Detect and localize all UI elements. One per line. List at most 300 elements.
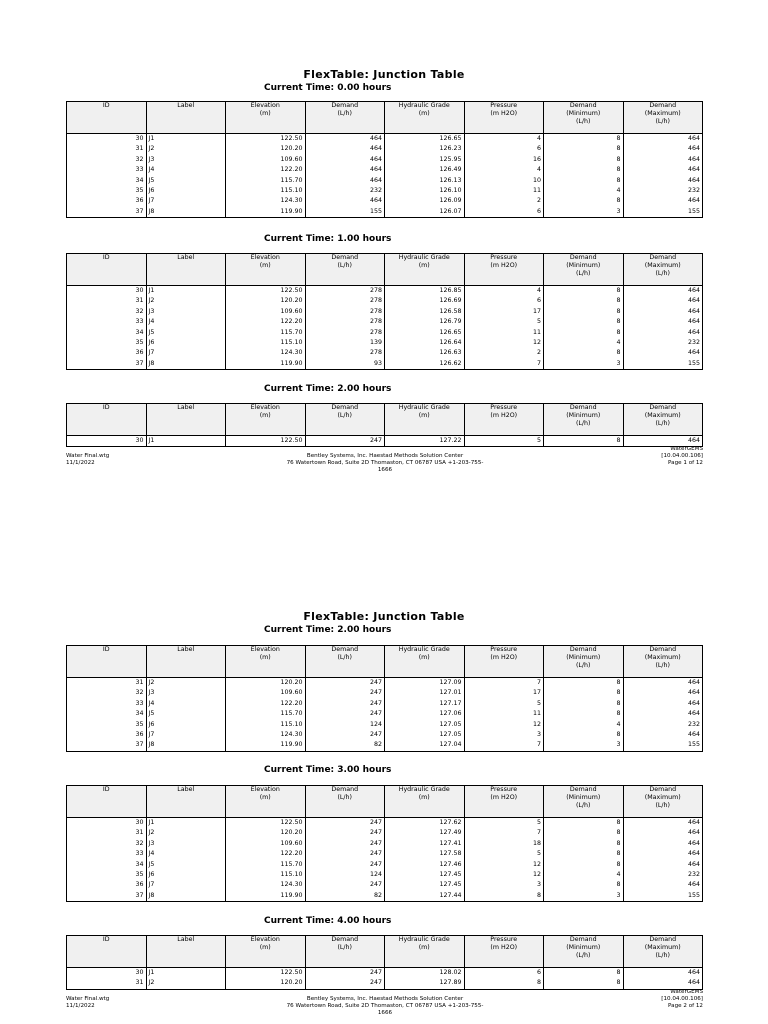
table-row [67, 286, 703, 297]
cell-demand-max: 155 [623, 740, 703, 751]
column-header-demand-max: Demand (Maximum) (L/h) [623, 254, 703, 286]
junction-table [66, 785, 703, 902]
cell-demand-min: 8 [544, 296, 624, 306]
cell-pressure: 11 [464, 328, 544, 338]
time-label: Current Time: 1.00 hours [264, 234, 392, 244]
table-row [67, 134, 703, 145]
cell-id: 31 [67, 144, 147, 154]
cell-elevation: 122.50 [226, 286, 306, 297]
cell-demand: 464 [305, 176, 385, 186]
table-row [67, 839, 703, 849]
cell-demand-min: 8 [544, 436, 624, 447]
cell-demand-min: 4 [544, 720, 624, 730]
column-header-demand-max: Demand (Maximum) (L/h) [623, 102, 703, 134]
cell-elevation: 122.20 [226, 849, 306, 859]
cell-id: 30 [67, 968, 147, 979]
table-row [67, 880, 703, 890]
cell-pressure: 7 [464, 740, 544, 751]
column-header-elevation: Elevation (m) [226, 786, 306, 818]
table-row [67, 338, 703, 348]
cell-demand-max: 464 [623, 828, 703, 838]
cell-label: J5 [146, 176, 226, 186]
cell-elevation: 119.90 [226, 740, 306, 751]
cell-id: 36 [67, 348, 147, 358]
cell-pressure: 4 [464, 286, 544, 297]
table-row [67, 870, 703, 880]
cell-demand-min: 3 [544, 740, 624, 751]
cell-label: J3 [146, 839, 226, 849]
cell-hydraulic-grade: 127.04 [385, 740, 465, 751]
cell-id: 30 [67, 134, 147, 145]
cell-demand-max: 464 [623, 699, 703, 709]
junction-table [66, 253, 703, 370]
cell-pressure: 11 [464, 709, 544, 719]
cell-demand-min: 8 [544, 968, 624, 979]
time-label: Current Time: 3.00 hours [264, 765, 392, 775]
cell-id: 31 [67, 678, 147, 689]
table-row [67, 860, 703, 870]
cell-hydraulic-grade: 127.45 [385, 870, 465, 880]
cell-id: 30 [67, 436, 147, 447]
cell-elevation: 115.10 [226, 338, 306, 348]
cell-demand: 93 [305, 359, 385, 370]
cell-label: J1 [146, 818, 226, 829]
column-header-elevation: Elevation (m) [226, 102, 306, 134]
cell-label: J7 [146, 880, 226, 890]
cell-pressure: 8 [464, 978, 544, 989]
cell-pressure: 17 [464, 688, 544, 698]
column-header-hydraulic-grade: Hydraulic Grade (m) [385, 254, 465, 286]
cell-label: J4 [146, 849, 226, 859]
cell-demand: 464 [305, 165, 385, 175]
cell-demand-min: 8 [544, 317, 624, 327]
table-row [67, 978, 703, 989]
cell-elevation: 122.20 [226, 317, 306, 327]
cell-demand-max: 464 [623, 286, 703, 297]
cell-demand-max: 464 [623, 296, 703, 306]
cell-demand: 278 [305, 296, 385, 306]
table-row [67, 186, 703, 196]
cell-demand: 464 [305, 144, 385, 154]
column-header-hydraulic-grade: Hydraulic Grade (m) [385, 404, 465, 436]
table-row [67, 818, 703, 829]
table-row [67, 155, 703, 165]
table-row [67, 720, 703, 730]
cell-demand-max: 464 [623, 818, 703, 829]
cell-pressure: 6 [464, 144, 544, 154]
cell-elevation: 120.20 [226, 678, 306, 689]
cell-id: 32 [67, 839, 147, 849]
cell-demand-max: 232 [623, 870, 703, 880]
cell-demand: 82 [305, 891, 385, 902]
column-header-elevation: Elevation (m) [226, 646, 306, 678]
table-row [67, 359, 703, 370]
cell-demand: 82 [305, 740, 385, 751]
cell-hydraulic-grade: 127.05 [385, 720, 465, 730]
table-row [67, 296, 703, 306]
table-header-row [67, 254, 703, 286]
cell-demand-min: 8 [544, 196, 624, 206]
cell-label: J1 [146, 968, 226, 979]
column-header-hydraulic-grade: Hydraulic Grade (m) [385, 102, 465, 134]
cell-demand-min: 8 [544, 688, 624, 698]
cell-demand: 247 [305, 678, 385, 689]
cell-pressure: 12 [464, 338, 544, 348]
column-header-demand-min: Demand (Minimum) (L/h) [544, 786, 624, 818]
cell-demand: 247 [305, 709, 385, 719]
column-header-id: ID [67, 786, 147, 818]
cell-elevation: 109.60 [226, 155, 306, 165]
cell-hydraulic-grade: 127.22 [385, 436, 465, 447]
cell-label: J3 [146, 155, 226, 165]
cell-demand-min: 8 [544, 730, 624, 740]
cell-elevation: 122.20 [226, 165, 306, 175]
cell-hydraulic-grade: 127.58 [385, 849, 465, 859]
table-row [67, 891, 703, 902]
cell-demand: 278 [305, 307, 385, 317]
cell-pressure: 5 [464, 699, 544, 709]
cell-hydraulic-grade: 126.49 [385, 165, 465, 175]
cell-label: J2 [146, 678, 226, 689]
cell-elevation: 124.30 [226, 880, 306, 890]
cell-pressure: 2 [464, 196, 544, 206]
column-header-elevation: Elevation (m) [226, 404, 306, 436]
table-row [67, 968, 703, 979]
cell-demand-min: 8 [544, 165, 624, 175]
cell-demand-min: 8 [544, 709, 624, 719]
cell-label: J1 [146, 436, 226, 447]
cell-elevation: 115.10 [226, 870, 306, 880]
cell-hydraulic-grade: 126.64 [385, 338, 465, 348]
cell-elevation: 122.50 [226, 134, 306, 145]
column-header-pressure: Pressure (m H2O) [464, 936, 544, 968]
table-row [67, 144, 703, 154]
page-title: FlexTable: Junction Table [303, 610, 465, 623]
column-header-demand-min: Demand (Minimum) (L/h) [544, 404, 624, 436]
time-label: Current Time: 0.00 hours [264, 83, 392, 93]
cell-hydraulic-grade: 126.65 [385, 328, 465, 338]
table-row [67, 196, 703, 206]
cell-demand: 247 [305, 860, 385, 870]
cell-elevation: 115.70 [226, 709, 306, 719]
cell-label: J7 [146, 730, 226, 740]
cell-hydraulic-grade: 128.02 [385, 968, 465, 979]
cell-demand: 247 [305, 688, 385, 698]
junction-table [66, 403, 703, 447]
column-header-hydraulic-grade: Hydraulic Grade (m) [385, 786, 465, 818]
cell-demand-max: 464 [623, 839, 703, 849]
column-header-label: Label [146, 646, 226, 678]
cell-demand-max: 464 [623, 978, 703, 989]
cell-elevation: 122.50 [226, 436, 306, 447]
cell-label: J7 [146, 348, 226, 358]
cell-demand-max: 464 [623, 849, 703, 859]
cell-label: J8 [146, 740, 226, 751]
junction-table [66, 645, 703, 752]
cell-demand-min: 8 [544, 860, 624, 870]
column-header-pressure: Pressure (m H2O) [464, 786, 544, 818]
cell-hydraulic-grade: 127.89 [385, 978, 465, 989]
cell-elevation: 109.60 [226, 839, 306, 849]
cell-id: 37 [67, 891, 147, 902]
cell-pressure: 16 [464, 155, 544, 165]
table-row [67, 348, 703, 358]
cell-label: J5 [146, 860, 226, 870]
column-header-demand: Demand (L/h) [305, 646, 385, 678]
cell-label: J5 [146, 328, 226, 338]
column-header-elevation: Elevation (m) [226, 936, 306, 968]
cell-demand-min: 8 [544, 134, 624, 145]
cell-label: J2 [146, 144, 226, 154]
cell-demand-min: 8 [544, 176, 624, 186]
cell-elevation: 120.20 [226, 828, 306, 838]
cell-demand: 247 [305, 849, 385, 859]
cell-id: 37 [67, 359, 147, 370]
cell-pressure: 6 [464, 968, 544, 979]
cell-pressure: 4 [464, 134, 544, 145]
table-header-row [67, 786, 703, 818]
table-row [67, 165, 703, 175]
column-header-demand-min: Demand (Minimum) (L/h) [544, 102, 624, 134]
cell-demand-min: 8 [544, 155, 624, 165]
column-header-demand-max: Demand (Maximum) (L/h) [623, 786, 703, 818]
column-header-demand: Demand (L/h) [305, 786, 385, 818]
cell-demand-min: 4 [544, 186, 624, 196]
cell-demand-max: 464 [623, 328, 703, 338]
cell-demand-max: 464 [623, 155, 703, 165]
cell-label: J6 [146, 870, 226, 880]
cell-label: J5 [146, 709, 226, 719]
cell-demand: 247 [305, 880, 385, 890]
table-row [67, 328, 703, 338]
cell-hydraulic-grade: 127.44 [385, 891, 465, 902]
column-header-id: ID [67, 936, 147, 968]
table-row [67, 317, 703, 327]
column-header-hydraulic-grade: Hydraulic Grade (m) [385, 646, 465, 678]
cell-label: J1 [146, 286, 226, 297]
cell-label: J3 [146, 688, 226, 698]
cell-hydraulic-grade: 127.49 [385, 828, 465, 838]
cell-demand: 247 [305, 978, 385, 989]
cell-demand-min: 8 [544, 978, 624, 989]
cell-demand-max: 232 [623, 338, 703, 348]
cell-demand-max: 232 [623, 186, 703, 196]
cell-elevation: 115.70 [226, 860, 306, 870]
table-header-row [67, 102, 703, 134]
column-header-demand-min: Demand (Minimum) (L/h) [544, 936, 624, 968]
cell-demand: 278 [305, 317, 385, 327]
cell-demand: 247 [305, 436, 385, 447]
cell-demand-max: 464 [623, 196, 703, 206]
time-label: Current Time: 2.00 hours [264, 384, 392, 394]
cell-demand-min: 8 [544, 307, 624, 317]
cell-demand-min: 8 [544, 328, 624, 338]
cell-demand: 278 [305, 328, 385, 338]
time-label: Current Time: 4.00 hours [264, 916, 392, 926]
cell-id: 35 [67, 338, 147, 348]
cell-label: J3 [146, 307, 226, 317]
cell-demand: 278 [305, 348, 385, 358]
cell-hydraulic-grade: 127.41 [385, 839, 465, 849]
footer-company-info: Bentley Systems, Inc. Haestad Methods Solution Center 76 Watertown Road, Suite 2D Thomaston, CT 06787 USA +1-203-755- 1666 [286, 453, 484, 473]
cell-hydraulic-grade: 126.10 [385, 186, 465, 196]
cell-id: 33 [67, 849, 147, 859]
column-header-id: ID [67, 404, 147, 436]
footer-product-info: WaterGEMS [10.04.00.106] Page 1 of 12 [661, 446, 703, 466]
cell-elevation: 109.60 [226, 307, 306, 317]
column-header-id: ID [67, 102, 147, 134]
column-header-demand-max: Demand (Maximum) (L/h) [623, 936, 703, 968]
column-header-id: ID [67, 646, 147, 678]
footer-product-info: WaterGEMS [10.04.00.106] Page 2 of 12 [661, 989, 703, 1009]
cell-demand: 247 [305, 839, 385, 849]
cell-hydraulic-grade: 126.07 [385, 207, 465, 218]
column-header-label: Label [146, 936, 226, 968]
cell-demand: 124 [305, 720, 385, 730]
cell-label: J8 [146, 891, 226, 902]
cell-demand-min: 8 [544, 348, 624, 358]
cell-label: J7 [146, 196, 226, 206]
cell-pressure: 3 [464, 880, 544, 890]
cell-id: 35 [67, 870, 147, 880]
table-row [67, 307, 703, 317]
cell-id: 36 [67, 730, 147, 740]
cell-hydraulic-grade: 126.13 [385, 176, 465, 186]
cell-demand-min: 8 [544, 849, 624, 859]
cell-hydraulic-grade: 125.95 [385, 155, 465, 165]
cell-label: J2 [146, 828, 226, 838]
column-header-id: ID [67, 254, 147, 286]
cell-hydraulic-grade: 127.01 [385, 688, 465, 698]
cell-elevation: 120.20 [226, 978, 306, 989]
cell-elevation: 122.50 [226, 968, 306, 979]
page-title: FlexTable: Junction Table [303, 68, 465, 81]
cell-demand: 464 [305, 155, 385, 165]
table-row [67, 688, 703, 698]
cell-id: 32 [67, 688, 147, 698]
cell-id: 34 [67, 176, 147, 186]
cell-elevation: 119.90 [226, 891, 306, 902]
cell-pressure: 11 [464, 186, 544, 196]
cell-demand: 247 [305, 699, 385, 709]
cell-pressure: 5 [464, 818, 544, 829]
cell-pressure: 2 [464, 348, 544, 358]
cell-demand-min: 8 [544, 828, 624, 838]
column-header-elevation: Elevation (m) [226, 254, 306, 286]
cell-pressure: 17 [464, 307, 544, 317]
cell-pressure: 7 [464, 828, 544, 838]
cell-hydraulic-grade: 127.05 [385, 730, 465, 740]
cell-elevation: 115.10 [226, 720, 306, 730]
table-row [67, 678, 703, 689]
cell-id: 30 [67, 286, 147, 297]
cell-demand-max: 464 [623, 730, 703, 740]
cell-id: 36 [67, 196, 147, 206]
cell-pressure: 5 [464, 436, 544, 447]
cell-hydraulic-grade: 126.85 [385, 286, 465, 297]
cell-id: 31 [67, 828, 147, 838]
cell-pressure: 6 [464, 207, 544, 218]
cell-elevation: 119.90 [226, 359, 306, 370]
junction-table [66, 935, 703, 990]
cell-hydraulic-grade: 126.63 [385, 348, 465, 358]
cell-hydraulic-grade: 126.58 [385, 307, 465, 317]
cell-elevation: 109.60 [226, 688, 306, 698]
cell-label: J8 [146, 359, 226, 370]
cell-demand-min: 8 [544, 286, 624, 297]
cell-demand: 124 [305, 870, 385, 880]
cell-pressure: 5 [464, 317, 544, 327]
table-row [67, 176, 703, 186]
cell-demand-max: 464 [623, 165, 703, 175]
cell-demand-min: 3 [544, 891, 624, 902]
time-label: Current Time: 2.00 hours [264, 625, 392, 635]
cell-hydraulic-grade: 127.17 [385, 699, 465, 709]
cell-label: J4 [146, 165, 226, 175]
column-header-label: Label [146, 786, 226, 818]
cell-id: 33 [67, 317, 147, 327]
cell-hydraulic-grade: 127.46 [385, 860, 465, 870]
cell-demand-max: 464 [623, 860, 703, 870]
cell-id: 34 [67, 860, 147, 870]
cell-id: 30 [67, 818, 147, 829]
table-row [67, 849, 703, 859]
table-header-row [67, 936, 703, 968]
cell-hydraulic-grade: 127.09 [385, 678, 465, 689]
cell-demand: 247 [305, 828, 385, 838]
cell-id: 37 [67, 207, 147, 218]
cell-label: J4 [146, 699, 226, 709]
cell-id: 34 [67, 328, 147, 338]
cell-id: 36 [67, 880, 147, 890]
cell-hydraulic-grade: 126.23 [385, 144, 465, 154]
cell-id: 32 [67, 307, 147, 317]
cell-demand-max: 464 [623, 688, 703, 698]
cell-hydraulic-grade: 126.79 [385, 317, 465, 327]
cell-hydraulic-grade: 126.62 [385, 359, 465, 370]
cell-elevation: 122.50 [226, 818, 306, 829]
junction-table [66, 101, 703, 218]
table-header-row [67, 646, 703, 678]
column-header-demand: Demand (L/h) [305, 936, 385, 968]
cell-demand-max: 155 [623, 207, 703, 218]
cell-demand-min: 8 [544, 818, 624, 829]
cell-id: 31 [67, 978, 147, 989]
cell-label: J2 [146, 296, 226, 306]
cell-pressure: 12 [464, 860, 544, 870]
cell-demand-min: 3 [544, 207, 624, 218]
cell-id: 32 [67, 155, 147, 165]
cell-id: 34 [67, 709, 147, 719]
table-row [67, 828, 703, 838]
cell-demand-max: 155 [623, 359, 703, 370]
cell-demand-min: 8 [544, 699, 624, 709]
column-header-label: Label [146, 404, 226, 436]
column-header-demand: Demand (L/h) [305, 404, 385, 436]
cell-elevation: 120.20 [226, 296, 306, 306]
cell-id: 35 [67, 186, 147, 196]
column-header-pressure: Pressure (m H2O) [464, 254, 544, 286]
table-row [67, 740, 703, 751]
cell-demand-min: 8 [544, 678, 624, 689]
column-header-hydraulic-grade: Hydraulic Grade (m) [385, 936, 465, 968]
column-header-pressure: Pressure (m H2O) [464, 646, 544, 678]
cell-elevation: 115.70 [226, 328, 306, 338]
cell-id: 31 [67, 296, 147, 306]
cell-demand: 232 [305, 186, 385, 196]
cell-demand-min: 8 [544, 144, 624, 154]
cell-elevation: 124.30 [226, 730, 306, 740]
